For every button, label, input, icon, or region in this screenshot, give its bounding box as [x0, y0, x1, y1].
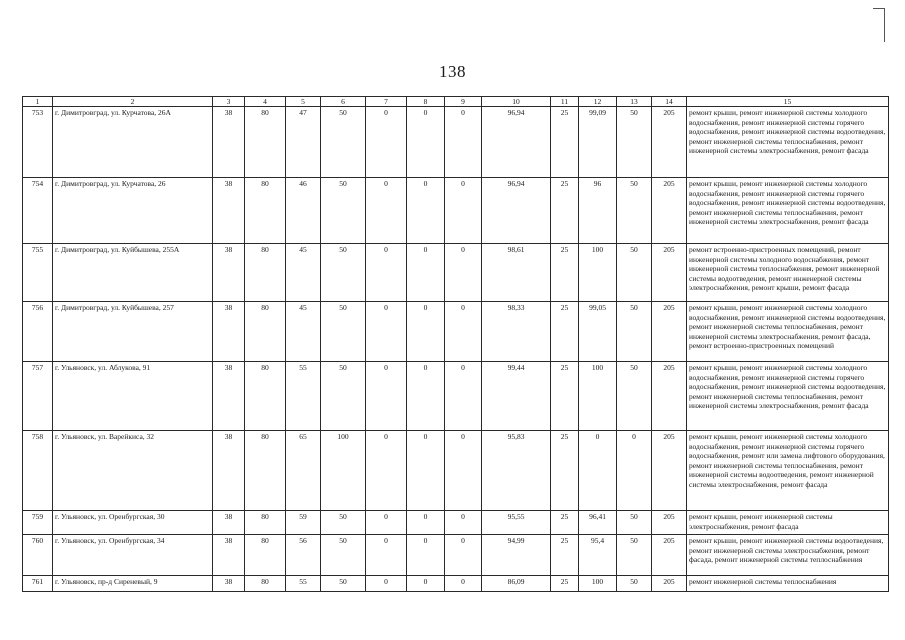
- row-number-cell: 755: [23, 244, 53, 302]
- value-cell: 0: [407, 535, 445, 576]
- value-cell: 0: [445, 244, 482, 302]
- col-header: 2: [53, 97, 213, 107]
- value-cell: 0: [366, 302, 407, 362]
- address-cell: г. Димитровград, ул. Курчатова, 26А: [53, 107, 213, 178]
- value-cell: 0: [617, 431, 652, 511]
- value-cell: 205: [652, 511, 687, 535]
- works-cell: ремонт встроенно-пристроенных помещений, ремонт инженерной системы холодного водоснабжения, ремонт инженерной системы теплоснабжения, ремонт инженерной системы водоотведения, ремонт инженерной системы электроснабжения, ремонт крыши, ремонт фасада: [687, 244, 889, 302]
- col-header: 14: [652, 97, 687, 107]
- col-header: 4: [245, 97, 286, 107]
- value-cell: 98,61: [482, 244, 551, 302]
- value-cell: 80: [245, 178, 286, 244]
- value-cell: 80: [245, 535, 286, 576]
- value-cell: 0: [407, 302, 445, 362]
- row-number-cell: 756: [23, 302, 53, 362]
- value-cell: 38: [213, 362, 245, 431]
- row-number-cell: 754: [23, 178, 53, 244]
- value-cell: 80: [245, 107, 286, 178]
- value-cell: 0: [445, 107, 482, 178]
- value-cell: 50: [321, 302, 366, 362]
- value-cell: 96,94: [482, 178, 551, 244]
- col-header: 5: [286, 97, 321, 107]
- value-cell: 0: [445, 576, 482, 592]
- value-cell: 80: [245, 511, 286, 535]
- row-number-cell: 760: [23, 535, 53, 576]
- table-row: [23, 511, 889, 535]
- value-cell: 0: [366, 576, 407, 592]
- value-cell: 205: [652, 244, 687, 302]
- value-cell: 100: [321, 431, 366, 511]
- value-cell: 50: [617, 107, 652, 178]
- value-cell: 0: [407, 431, 445, 511]
- value-cell: 38: [213, 178, 245, 244]
- row-number-cell: 758: [23, 431, 53, 511]
- value-cell: 55: [286, 576, 321, 592]
- value-cell: 25: [551, 576, 579, 592]
- value-cell: 86,09: [482, 576, 551, 592]
- value-cell: 94,99: [482, 535, 551, 576]
- value-cell: 25: [551, 362, 579, 431]
- value-cell: 205: [652, 535, 687, 576]
- value-cell: 0: [407, 107, 445, 178]
- col-header: 13: [617, 97, 652, 107]
- col-header: 3: [213, 97, 245, 107]
- works-cell: ремонт крыши, ремонт инженерной системы холодного водоснабжения, ремонт инженерной системы горячего водоснабжения, ремонт или замена лифтового оборудования, ремонт инженерной системы теплоснабжения, ремонт инженерной системы водоотведения, ремонт инженерной системы электроснабжения, ремонт фасада: [687, 431, 889, 511]
- works-cell: ремонт инженерной системы теплоснабжения: [687, 576, 889, 592]
- value-cell: 56: [286, 535, 321, 576]
- col-header: 11: [551, 97, 579, 107]
- value-cell: 47: [286, 107, 321, 178]
- scan-edge-mark: [873, 8, 885, 9]
- value-cell: 80: [245, 244, 286, 302]
- value-cell: 0: [407, 178, 445, 244]
- value-cell: 99,09: [579, 107, 617, 178]
- address-cell: г. Димитровград, ул. Курчатова, 26: [53, 178, 213, 244]
- page-number: 138: [439, 62, 466, 81]
- table-row: [23, 302, 889, 362]
- value-cell: 0: [407, 244, 445, 302]
- value-cell: 205: [652, 107, 687, 178]
- col-header: 10: [482, 97, 551, 107]
- value-cell: 50: [321, 178, 366, 244]
- works-cell: ремонт крыши, ремонт инженерной системы водоотведения, ремонт инженерной системы электроснабжения, ремонт фасада, ремонт инженерной системы теплоснабжения: [687, 535, 889, 576]
- table-row: [23, 576, 889, 592]
- value-cell: 0: [366, 107, 407, 178]
- value-cell: 96,94: [482, 107, 551, 178]
- value-cell: 38: [213, 244, 245, 302]
- value-cell: 0: [366, 535, 407, 576]
- value-cell: 25: [551, 244, 579, 302]
- value-cell: 0: [366, 431, 407, 511]
- works-cell: ремонт крыши, ремонт инженерной системы электроснабжения, ремонт фасада: [687, 511, 889, 535]
- value-cell: 205: [652, 178, 687, 244]
- table-row: [23, 178, 889, 244]
- value-cell: 38: [213, 511, 245, 535]
- value-cell: 100: [579, 362, 617, 431]
- row-number-cell: 753: [23, 107, 53, 178]
- works-cell: ремонт крыши, ремонт инженерной системы холодного водоснабжения, ремонт инженерной системы горячего водоснабжения, ремонт инженерной системы водоотведения, ремонт инженерной системы теплоснабжения, ремонт инженерной системы электроснабжения, ремонт фасада: [687, 107, 889, 178]
- table-row: [23, 244, 889, 302]
- value-cell: 45: [286, 302, 321, 362]
- value-cell: 96: [579, 178, 617, 244]
- col-header: 6: [321, 97, 366, 107]
- address-cell: г. Ульяновск, ул. Оренбургская, 34: [53, 535, 213, 576]
- col-header: 1: [23, 97, 53, 107]
- value-cell: 50: [321, 535, 366, 576]
- works-cell: ремонт крыши, ремонт инженерной системы холодного водоснабжения, ремонт инженерной системы горячего водоснабжения, ремонт инженерной системы водоотведения, ремонт инженерной системы теплоснабжения, ремонт инженерной системы электроснабжения, ремонт фасада: [687, 362, 889, 431]
- row-number-cell: 757: [23, 362, 53, 431]
- value-cell: 50: [617, 576, 652, 592]
- works-cell: ремонт крыши, ремонт инженерной системы холодного водоснабжения, ремонт инженерной системы горячего водоснабжения, ремонт инженерной системы водоотведения, ремонт инженерной системы теплоснабжения, ремонт инженерной системы электроснабжения, ремонт фасада: [687, 178, 889, 244]
- value-cell: 95,4: [579, 535, 617, 576]
- value-cell: 50: [617, 178, 652, 244]
- value-cell: 100: [579, 244, 617, 302]
- value-cell: 38: [213, 431, 245, 511]
- header-row: [23, 97, 889, 107]
- value-cell: 50: [617, 362, 652, 431]
- value-cell: 25: [551, 431, 579, 511]
- address-cell: г. Ульяновск, ул. Аблукова, 91: [53, 362, 213, 431]
- table-row: [23, 362, 889, 431]
- value-cell: 0: [407, 362, 445, 431]
- col-header: 12: [579, 97, 617, 107]
- value-cell: 205: [652, 431, 687, 511]
- address-cell: г. Ульяновск, ул. Варейкиса, 32: [53, 431, 213, 511]
- value-cell: 0: [445, 431, 482, 511]
- value-cell: 25: [551, 535, 579, 576]
- value-cell: 25: [551, 511, 579, 535]
- value-cell: 50: [321, 576, 366, 592]
- value-cell: 50: [617, 244, 652, 302]
- value-cell: 50: [617, 535, 652, 576]
- value-cell: 45: [286, 244, 321, 302]
- value-cell: 95,83: [482, 431, 551, 511]
- col-header: 8: [407, 97, 445, 107]
- value-cell: 46: [286, 178, 321, 244]
- value-cell: 0: [445, 362, 482, 431]
- value-cell: 0: [407, 511, 445, 535]
- value-cell: 25: [551, 302, 579, 362]
- value-cell: 80: [245, 576, 286, 592]
- value-cell: 99,44: [482, 362, 551, 431]
- table-row: [23, 431, 889, 511]
- value-cell: 50: [321, 511, 366, 535]
- col-header: 7: [366, 97, 407, 107]
- value-cell: 0: [445, 535, 482, 576]
- value-cell: 80: [245, 302, 286, 362]
- value-cell: 205: [652, 362, 687, 431]
- value-cell: 38: [213, 535, 245, 576]
- value-cell: 38: [213, 107, 245, 178]
- repair-program-table: [22, 96, 889, 592]
- value-cell: 38: [213, 576, 245, 592]
- value-cell: 0: [407, 576, 445, 592]
- value-cell: 0: [579, 431, 617, 511]
- works-cell: ремонт крыши, ремонт инженерной системы холодного водоснабжения, ремонт инженерной системы водоотведения, ремонт инженерной системы теплоснабжения, ремонт инженерной системы электроснабжения, ремонт фасада, ремонт встроенно-пристроенных помещений: [687, 302, 889, 362]
- row-number-cell: 761: [23, 576, 53, 592]
- table-row: [23, 535, 889, 576]
- value-cell: 80: [245, 431, 286, 511]
- value-cell: 50: [321, 244, 366, 302]
- value-cell: 0: [445, 178, 482, 244]
- value-cell: 0: [366, 362, 407, 431]
- value-cell: 96,41: [579, 511, 617, 535]
- address-cell: г. Ульяновск, пр-д Сиреневый, 9: [53, 576, 213, 592]
- value-cell: 205: [652, 302, 687, 362]
- col-header: 15: [687, 97, 889, 107]
- value-cell: 98,33: [482, 302, 551, 362]
- value-cell: 50: [321, 362, 366, 431]
- value-cell: 25: [551, 178, 579, 244]
- scan-edge-mark: [884, 8, 885, 42]
- value-cell: 95,55: [482, 511, 551, 535]
- table-row: [23, 107, 889, 178]
- value-cell: 59: [286, 511, 321, 535]
- value-cell: 0: [366, 244, 407, 302]
- value-cell: 0: [445, 511, 482, 535]
- value-cell: 99,05: [579, 302, 617, 362]
- value-cell: 65: [286, 431, 321, 511]
- address-cell: г. Ульяновск, ул. Оренбургская, 30: [53, 511, 213, 535]
- col-header: 9: [445, 97, 482, 107]
- row-number-cell: 759: [23, 511, 53, 535]
- value-cell: 25: [551, 107, 579, 178]
- value-cell: 0: [366, 178, 407, 244]
- value-cell: 100: [579, 576, 617, 592]
- address-cell: г. Димитровград, ул. Куйбышева, 255А: [53, 244, 213, 302]
- value-cell: 55: [286, 362, 321, 431]
- value-cell: 50: [617, 302, 652, 362]
- value-cell: 0: [366, 511, 407, 535]
- value-cell: 50: [617, 511, 652, 535]
- value-cell: 205: [652, 576, 687, 592]
- value-cell: 0: [445, 302, 482, 362]
- address-cell: г. Димитровград, ул. Куйбышева, 257: [53, 302, 213, 362]
- value-cell: 38: [213, 302, 245, 362]
- value-cell: 50: [321, 107, 366, 178]
- value-cell: 80: [245, 362, 286, 431]
